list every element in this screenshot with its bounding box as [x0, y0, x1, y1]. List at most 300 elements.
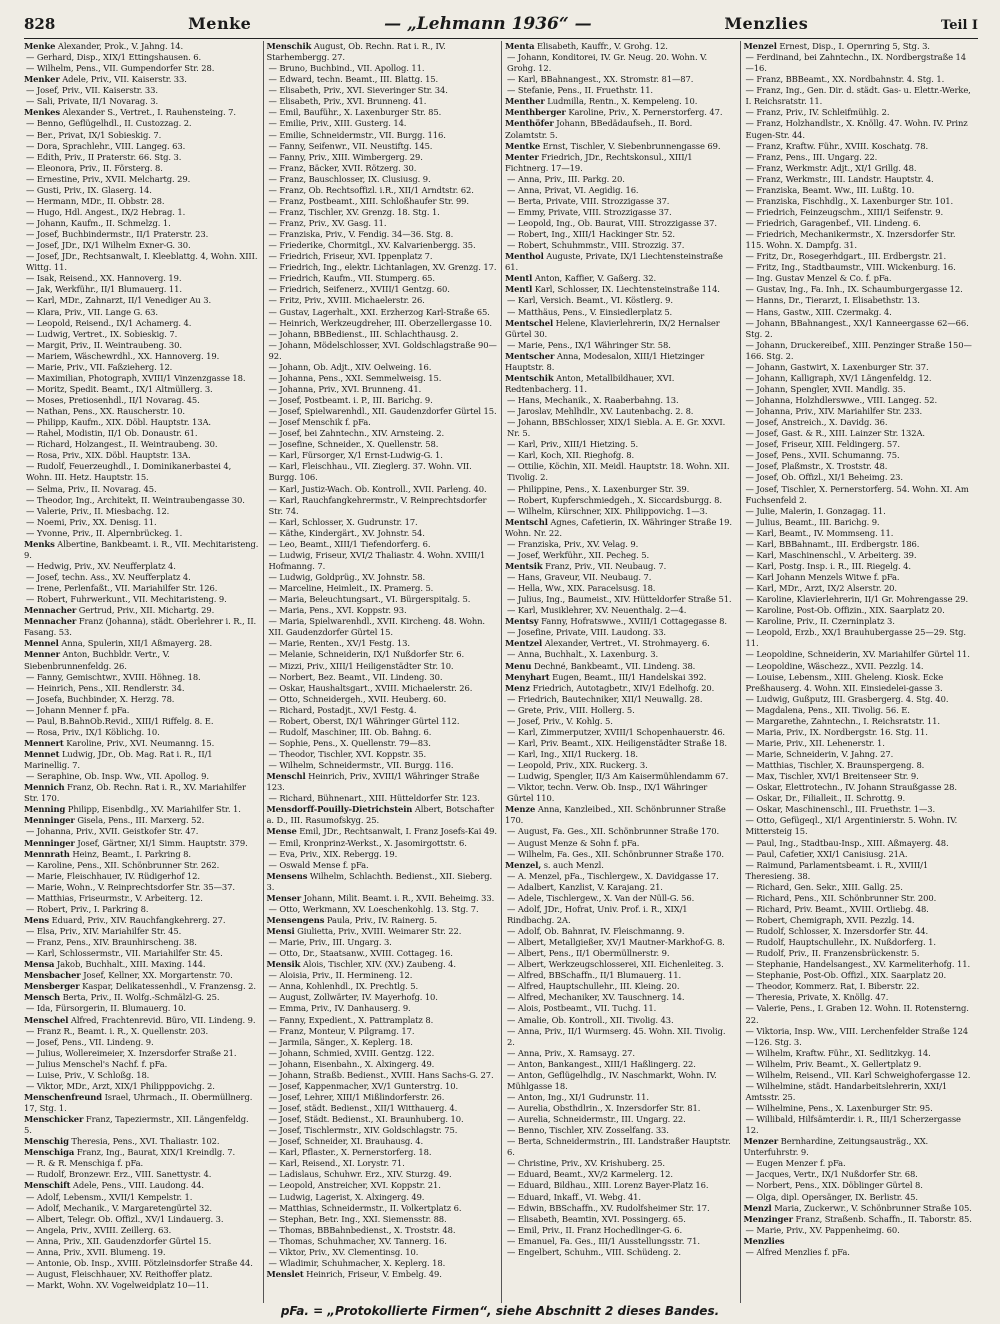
directory-entry	[505, 970, 736, 981]
entry-surname: Menschik	[266, 41, 312, 51]
directory-entry	[505, 1026, 736, 1048]
directory-entry	[505, 1125, 736, 1136]
directory-entry	[24, 351, 259, 362]
entry-text: — Marie, Priv., III. Ungarg. 3.	[268, 937, 392, 948]
directory-entry	[267, 1026, 498, 1037]
directory-entry	[24, 882, 259, 893]
entry-text: — Max, Tischler, XVI/1 Breitenseer Str. 9.	[745, 771, 919, 782]
directory-entry	[24, 981, 259, 992]
directory-entry	[24, 41, 259, 52]
entry-surname: Mens	[24, 914, 50, 925]
entry-text: — Elisabeth, Priv., XVI. Sieveringer Str. 34.	[268, 85, 448, 96]
entry-text: Josef, Gärtner, XI/1 Simm. Hauptstr. 379.	[77, 837, 248, 848]
entry-surname: Menta	[505, 41, 535, 51]
directory-entry	[24, 373, 259, 384]
entry-text: — Franz, Werkmstr., III. Landstr. Hauptstr. 4.	[745, 173, 934, 184]
entry-surname: Menschl	[266, 771, 306, 782]
entry-text: — Friedrich, Feinzeugschm., XIII/1 Seifenstr. 9.	[745, 206, 944, 217]
directory-entry	[267, 107, 498, 118]
directory-entry	[267, 528, 498, 539]
directory-entry	[744, 395, 975, 406]
entry-text: Kaspar, Delikatessenhdl., V. Franzensg. 2.	[82, 981, 256, 992]
entry-text: — Hans, Mechanik., X. Raaberbahng. 13.	[507, 395, 679, 405]
header-part: Teil I	[941, 18, 978, 33]
directory-entry	[505, 461, 736, 483]
entry-text: — Nathan, Pens., XX. Rauscherstr. 10.	[26, 406, 185, 417]
entry-text: — Leopold, Priv., XIX. Ruckerg. 3.	[507, 760, 648, 771]
directory-entry	[505, 860, 736, 871]
directory-entry	[24, 672, 259, 683]
entry-text: — Johann, Eisenbahn., X. Alxingerg. 49.	[268, 1058, 435, 1069]
directory-entry	[267, 1214, 498, 1225]
entry-surname: Menschift	[24, 1180, 71, 1191]
directory-entry	[744, 1180, 975, 1191]
entry-text: — Rudolf, Feuerzeughdl., I. Dominikanerbastei 4, Wohn. III. Hetz. Hauptstr. 15.	[26, 461, 232, 483]
directory-entry	[744, 605, 975, 616]
directory-entry	[24, 384, 259, 395]
directory-entry	[744, 970, 975, 981]
entry-text: — Franz, Bauschlosser, IX. Clusiusg. 9.	[268, 173, 431, 184]
directory-entry	[24, 74, 259, 85]
entry-text: — Josef, Lehrer, XIII/1 Mißlindorferstr. 26.	[268, 1091, 445, 1102]
directory-entry	[744, 185, 975, 196]
entry-text: — Adolf, Lebensm., XVII/1 Kempelstr. 1.	[26, 1191, 193, 1202]
entry-text: — Johanna, Pens., XXI. Semmelweisg. 15.	[268, 372, 442, 383]
directory-entry	[24, 1236, 259, 1247]
entry-text: — Hella, Ww., XIX. Paracelsusg. 18.	[507, 583, 656, 594]
entry-text: — Viktoria, Insp. Ww., VIII. Lerchenfelder Straße 124—126. Stg. 3.	[745, 1025, 969, 1047]
directory-entry	[267, 849, 498, 860]
entry-text: Philipp, Eisenbdlg., XV. Mariahilfer Str. 1.	[67, 804, 241, 815]
directory-entry	[505, 196, 736, 207]
entry-text: Paula, Priv., IV. Rainerg. 5.	[326, 914, 438, 925]
directory-entry	[505, 649, 736, 660]
directory-entry	[267, 727, 498, 738]
directory-entry	[744, 893, 975, 904]
directory-entry	[744, 1214, 975, 1225]
directory-entry	[505, 1003, 736, 1014]
directory-entry	[24, 229, 259, 240]
entry-text: — Franziska, Priv., V. Fendig. 34—36. Stg. 8.	[268, 229, 454, 240]
directory-entry	[744, 1081, 975, 1103]
directory-entry	[505, 1192, 736, 1203]
entry-text: — Franz, Kraftw. Führ., XVIII. Koschatg. 78.	[745, 140, 929, 151]
entry-text: Albertine, Bankbeamt. i. R., VII. Mechitaristeng. 9.	[24, 538, 259, 560]
directory-entry	[24, 694, 259, 705]
entry-text: Alexander, Prok., V. Jahng. 14.	[57, 41, 184, 51]
directory-entry	[267, 1048, 498, 1059]
directory-entry	[505, 1247, 736, 1258]
directory-entry	[267, 130, 498, 141]
entry-text: — Josef, Tischlermstr., XIV. Goldschlagstr. 75.	[268, 1125, 458, 1136]
directory-entry	[24, 185, 259, 196]
entry-text: — Wilhelm, Kürschner, XIX. Philippovichg. 1—3.	[507, 505, 708, 516]
entry-text: — Eduard, Inkaff., VI. Webg. 41.	[507, 1191, 641, 1202]
entry-text: — Fanny, Seifenwr., VII. Neustiftg. 145.	[268, 140, 433, 151]
entry-text: — Rudolf, Maschiner, III. Ob. Bahng. 6.	[268, 726, 432, 737]
entry-text: — R. & R. Menschiga f. pFa.	[26, 1158, 144, 1169]
entry-text: — Eugen Menzer f. pFa.	[745, 1158, 846, 1169]
directory-entry	[505, 295, 736, 306]
directory-entry	[24, 196, 259, 207]
entry-text: — Maria, Beleuchtungsart., VI. Bürgerspitalg. 5.	[268, 594, 471, 605]
directory-entry	[24, 1169, 259, 1180]
entry-text: Agnes, Cafetierin, IX. Währinger Straße 19. Wohn. Nr. 22.	[505, 516, 732, 538]
directory-entry	[505, 373, 736, 395]
directory-entry	[505, 417, 736, 439]
directory-entry	[24, 1136, 259, 1147]
directory-entry	[744, 340, 975, 362]
directory-entry	[744, 406, 975, 417]
directory-entry	[505, 351, 736, 373]
entry-text: — Johanna, Holzhdlerswwe., VIII. Langeg. 52.	[745, 395, 938, 405]
entry-text: — Johann, BBSchlosser, XIX/1 Siebla. A. E. Gr. XXVI. Nr. 5.	[507, 417, 726, 439]
directory-entry	[267, 661, 498, 672]
entry-text: — Johann, Konditorei, IV. Gr. Neug. 20. Wohn. V. Grohg. 12.	[507, 52, 708, 74]
directory-entry	[505, 838, 736, 849]
entry-text: — Hugo, Hdl. Angest., IX/2 Hebrag. 1.	[26, 206, 186, 217]
entry-surname: Mentl	[505, 273, 533, 284]
entry-text: — Jak, Werkführ., II/1 Blumauerg. 11.	[26, 284, 182, 295]
directory-entry	[267, 273, 498, 284]
entry-text: — Josef Menschik f. pFa.	[268, 417, 371, 428]
directory-entry	[24, 240, 259, 251]
directory-entry	[505, 694, 736, 705]
directory-entry	[744, 782, 975, 793]
entry-surname: Menther	[505, 96, 545, 107]
entry-surname: Mensa	[24, 959, 55, 970]
entry-text: — Mariem, Wäschewrdhl., XX. Hannoverg. 19.	[26, 350, 220, 361]
entry-surname: Mensch	[24, 992, 60, 1003]
directory-entry	[24, 959, 259, 970]
entry-text: — Emilie, Schneidermstr., VII. Burgg. 116.	[268, 129, 446, 140]
directory-entry	[744, 583, 975, 594]
directory-entry	[267, 594, 498, 605]
entry-text: — Josef, Priv., VII. Kaiserstr. 33.	[26, 85, 158, 96]
entry-text: — Theodor, Ing., Architekt, II. Weintraubengasse 30.	[26, 494, 245, 505]
directory-entry	[744, 1003, 975, 1025]
directory-entry	[505, 771, 736, 782]
entry-text: — A. Menzel, pFa., Tischlergew., X. Davidgasse 17.	[507, 870, 719, 881]
directory-entry	[505, 849, 736, 860]
entry-text: — Johanna, Priv., XVI. Brunneng. 41.	[268, 383, 422, 394]
entry-text: — Anton, Geflügelhdlg., IV. Naschmarkt, Wohn. IV. Mühlgasse 18.	[507, 1069, 717, 1091]
directory-entry	[267, 716, 498, 727]
entry-text: — Josefine, Schneider., X. Quellenstr. 58.	[268, 439, 439, 450]
directory-entry	[24, 926, 259, 937]
entry-text: — Marie, Wohn., V. Reinprechtsdorfer Str. 35—37.	[26, 881, 235, 892]
column-4	[740, 41, 979, 1303]
directory-entry	[267, 1236, 498, 1247]
entry-surname: Mensdorff-Pouilly-Dietrichstein	[266, 804, 413, 815]
directory-entry	[744, 926, 975, 937]
directory-entry	[505, 871, 736, 882]
entry-text: — Edith, Priv., II Praterstr. 66. Stg. 3.	[26, 151, 182, 162]
directory-entry	[744, 727, 975, 738]
entry-text: — Richard, Priv. Beamt., XVIII. Ortliebg. 48.	[745, 903, 929, 914]
directory-entry	[744, 1114, 975, 1136]
directory-entry	[505, 1114, 736, 1125]
directory-entry	[267, 118, 498, 129]
entry-text: Dechné, Bankbeamt., VII. Lindeng. 38.	[533, 660, 696, 671]
directory-entry	[267, 295, 498, 306]
directory-entry	[24, 1203, 259, 1214]
directory-entry	[744, 771, 975, 782]
directory-entry	[267, 738, 498, 749]
directory-entry	[505, 583, 736, 594]
directory-entry	[24, 970, 259, 981]
entry-text: — Franz, Bäcker, XVII. Rötzerg. 30.	[268, 162, 417, 173]
directory-entry	[267, 970, 498, 981]
entry-text: — Franz, Holzhandlstr., X. Knöllg. 47. Wohn. IV. Prinz Eugen-Str. 44.	[745, 118, 968, 140]
entry-text: — Theresia, Private, X. Knöllg. 47.	[745, 992, 889, 1003]
directory-entry	[267, 1158, 498, 1169]
directory-entry	[267, 152, 498, 163]
entry-text: — Richard, Bühnenart., XIII. Hütteldorfer Str. 123.	[268, 793, 480, 804]
entry-text: — Gusti, Priv., IX. Glaserg. 14.	[26, 184, 152, 195]
directory-entry	[505, 484, 736, 495]
entry-surname: Menks	[24, 538, 55, 549]
directory-entry	[267, 1247, 498, 1258]
entry-surname: Menzel,	[505, 859, 542, 870]
directory-entry	[505, 439, 736, 450]
directory-entry	[267, 583, 498, 594]
directory-entry	[744, 749, 975, 760]
entry-surname: Mensi	[266, 926, 295, 936]
entry-text: — Heinrich, Werkzeugdreher, III. Oberzellergasse 10.	[268, 317, 492, 328]
entry-text: — Stefanie, Pens., II. Fruethstr. 11.	[507, 85, 653, 96]
entry-text: — Magdalena, Pens., XII. Tivolig. 56. E.	[745, 704, 910, 715]
directory-entry	[505, 616, 736, 627]
entry-surname: Mentsik	[505, 560, 543, 571]
entry-text: — Valerie, Priv., II. Miesbachg. 12.	[26, 505, 170, 516]
directory-entry	[505, 1092, 736, 1103]
entry-surname: Mentschik	[505, 372, 554, 383]
entry-text: Anton, Buchbldr. Vertr., V. Siebenbrunnenfeldg. 26.	[24, 649, 170, 671]
directory-entry	[744, 672, 975, 694]
directory-entry	[505, 174, 736, 185]
entry-text: — Willibald, Hilfsämterdir. i. R., III/1 Scherzergasse 12.	[745, 1114, 961, 1136]
entry-text: — Julius, Ing., Baumeist., XIV. Hütteldorfer Straße 51.	[507, 594, 732, 605]
directory-entry	[24, 517, 259, 528]
entry-text: — Franz, Monteur, V. Pilgramg. 17.	[268, 1025, 415, 1036]
directory-entry	[744, 948, 975, 959]
directory-entry	[24, 1081, 259, 1092]
directory-entry	[267, 406, 498, 417]
directory-entry	[267, 760, 498, 771]
directory-entry	[267, 926, 498, 937]
directory-entry	[744, 594, 975, 605]
entry-text: — Johann Menner f. pFa.	[26, 704, 130, 715]
entry-text: — Benno, Geflügelhdl., II. Custozzag. 2.	[26, 118, 192, 129]
entry-text: — August, Fa. Ges., XII. Schönbrunner Straße 170.	[507, 826, 720, 837]
entry-surname: Mensengens	[266, 914, 325, 925]
directory-entry	[24, 295, 259, 306]
entry-text: — Margarethe, Zahntechn., I. Reichsratstr. 11.	[745, 715, 940, 726]
directory-entry	[267, 96, 498, 107]
entry-text: Emil, JDr., Rechtsanwalt, I. Franz Josefs-Kai 49.	[299, 826, 497, 837]
entry-text: — Robert, Chemigraph, XVII. Pezzlg. 14.	[745, 914, 915, 925]
entry-text: Alois, Tischler, XIV. (XV.) Zaubeng. 4.	[302, 959, 456, 970]
entry-text: — Marie, Pens., IX/1 Währinger Str. 58.	[507, 339, 671, 350]
directory-entry	[505, 605, 736, 616]
directory-entry	[24, 1003, 259, 1014]
entry-text: — Gustav, Ing., Fa. Inh., IX. Schaumburgergasse 12.	[745, 284, 963, 295]
directory-entry	[24, 130, 259, 141]
entry-text: — Grete, Priv., VIII. Hollerg. 5.	[507, 704, 635, 715]
directory-entry	[24, 1070, 259, 1081]
directory-entry	[24, 1059, 259, 1070]
directory-entry	[744, 163, 975, 174]
directory-entry	[267, 417, 498, 428]
entry-text: — Anna, Privat, VI. Aegidig. 16.	[507, 184, 639, 195]
directory-entry	[24, 782, 259, 804]
entry-text: — Johann, BBBedienst., III. Schlachthausg. 2.	[268, 328, 459, 339]
directory-entry	[267, 638, 498, 649]
directory-entry	[267, 373, 498, 384]
entry-text: Gisela, Pens., III. Marxerg. 52.	[77, 815, 205, 826]
entry-text: — Marie, Renten., XV/1 Festg. 13.	[268, 638, 410, 649]
directory-entry	[267, 362, 498, 373]
directory-entry	[267, 1136, 498, 1147]
directory-entry	[744, 461, 975, 472]
entry-text: — Johann, Schmied, XVIII. Gentzg. 122.	[268, 1047, 435, 1058]
entry-text: — Karl, Maschinenschl., V. Arbeiterg. 39.	[745, 549, 917, 560]
entry-text: Josef, Kellner, XX. Morgartenstr. 70.	[83, 970, 233, 981]
entry-text: — Johann, Kaufm., II. Schmelzg. 1.	[26, 218, 171, 228]
entry-text: — Karl, Fleischhau., VII. Zieglerg. 37. Wohn. VII. Burgg. 106.	[268, 461, 472, 483]
directory-entry	[267, 1003, 498, 1014]
entry-text: — Albert, Werkzeugschlosserei, XII. Eichenleiteg. 3.	[507, 959, 724, 970]
entry-text: — Wilhelm, Priv. Beamt., X. Gellertplatz 9.	[745, 1058, 922, 1069]
entry-text: — Adolf, Mechanik., V. Margaretengürtel 32.	[26, 1202, 212, 1213]
entry-text: Anton, Metallbildhauer, XVI. Redtenbacherg. 11.	[505, 372, 675, 394]
entry-text: — Friedrich, Seifenerz., XVIII/1 Gentzg. 60.	[268, 284, 450, 295]
entry-text: Johann, BBedädaufseh., II. Bord. Zolamtstr. 5.	[505, 118, 693, 140]
directory-entry	[744, 506, 975, 517]
entry-text: — Albert, Pens., II/1 Obermüllnerstr. 9.	[507, 948, 670, 959]
directory-entry	[744, 738, 975, 749]
directory-entry	[24, 484, 259, 495]
directory-entry	[24, 804, 259, 815]
directory-entry	[505, 118, 736, 140]
directory-entry	[505, 1214, 736, 1225]
entry-text: — Angela, Priv., XVIII. Zeillerg. 63.	[26, 1224, 172, 1235]
entry-text: — Wilhelm, Schneidermstr., VII. Burgg. 116.	[268, 760, 454, 771]
directory-entry	[505, 251, 736, 273]
entry-text: — Heinrich, Pens., XII. Rendlerstr. 34.	[26, 682, 185, 693]
entry-text: Albert, Botschafter a. D., III. Rasumofskyg. 25.	[266, 804, 495, 826]
directory-entry	[267, 1225, 498, 1236]
directory-entry	[267, 262, 498, 273]
directory-entry	[24, 417, 259, 428]
entry-text: — Anna, Priv., XII. Gaudenzdorfer Gürtel 15.	[26, 1235, 212, 1246]
directory-entry	[24, 605, 259, 616]
entry-text: — Eleonora, Priv., II. Försterg. 8.	[26, 162, 163, 173]
directory-entry	[744, 959, 975, 970]
entry-text: — Josef, Tischler, X. Pernerstorferg. 54. Wohn. XI. Am Fuchsenfeld 2.	[745, 483, 969, 505]
entry-text: Maria, Zuckerwr., V. Schönbrunner Straße 105.	[774, 1202, 972, 1213]
entry-text: — Adolf, Ob. Bahnrat, IV. Fleischmanng. 9.	[507, 926, 685, 936]
entry-text: Franz, Straßenb. Schaffn., II. Taborstr. 85.	[795, 1213, 972, 1224]
entry-text: — Josef, Anstreich., X. Davidg. 36.	[745, 417, 888, 428]
entry-text: — Ludwig, Vertret., IX. Sobieskig. 7.	[26, 328, 178, 339]
directory-entry	[744, 273, 975, 284]
directory-entry	[744, 992, 975, 1003]
directory-entry	[744, 85, 975, 107]
directory-entry	[24, 1037, 259, 1048]
directory-entry	[744, 815, 975, 837]
directory-entry	[505, 318, 736, 340]
directory-entry	[744, 295, 975, 306]
directory-entry	[267, 495, 498, 517]
directory-entry	[267, 937, 498, 948]
entry-text: — Karl, Versich. Beamt., VI. Köstlerg. 9.	[507, 295, 673, 306]
directory-entry	[267, 1092, 498, 1103]
entry-text: — Rudolf, Schlosser, X. Inzersdorfer Str. 44.	[745, 926, 929, 936]
entry-surname: Mennich	[24, 782, 65, 793]
entry-text: — Ferdinand, bei Zahntechn., IX. Nordbergstraße 14—16.	[745, 52, 966, 74]
directory-entry	[24, 716, 259, 727]
entry-text: Ernst, Tischler, V. Siebenbrunnengasse 69.	[542, 140, 721, 151]
directory-entry	[744, 572, 975, 583]
directory-entry	[267, 450, 498, 461]
entry-surname: Mennet	[24, 749, 60, 759]
directory-entry	[744, 229, 975, 251]
entry-text: — Karl, Priv. Beamt., XIX. Heiligenstädter Straße 18.	[507, 737, 727, 748]
entry-text: — Elisabeth, Priv., XVI. Brunneng. 41.	[268, 96, 427, 107]
entry-text: — Alfred, Hauptschullehr., III. Kleing. 20.	[507, 981, 680, 992]
directory-entry	[744, 760, 975, 771]
directory-entry	[24, 141, 259, 152]
entry-text: — Yvonne, Priv., II. Alpernbrückeg. 1.	[26, 527, 183, 538]
entry-text: Wilhelm, Schlachth. Bedienst., XII. Sieberg. 3.	[266, 870, 493, 892]
entry-text: — Friedrich, Friseur, XVI. Ippenplatz 7.	[268, 251, 433, 262]
entry-text: — Johann, BBahnangest., XX/1 Kanneergasse 62—66. Stg. 2.	[745, 317, 969, 339]
entry-surname: Mensbacher	[24, 970, 81, 981]
directory-entry	[267, 1037, 498, 1048]
entry-text: — Emil, Kronprinz-Werkst., X. Jasomirgottstr. 6.	[268, 837, 467, 848]
entry-text: — Wilhelm, Fa. Ges., XII. Schönbrunner Straße 170.	[507, 848, 724, 859]
entry-text: Karoline, Priv., X. Pernerstorferg. 47.	[568, 107, 723, 118]
directory-entry	[24, 904, 259, 915]
entry-text: — Robert, Priv., I. Parkring 8.	[26, 903, 149, 914]
entry-text: — Norbert, Bez. Beamt., VII. Lindeng. 30.	[268, 671, 443, 682]
directory-entry	[505, 85, 736, 96]
entry-text: — Wilhelmine, städt. Handarbeitslehrerin, XXI/1 Amtsstr. 25.	[745, 1080, 948, 1102]
entry-text: — Josef, JDr., IX/1 Wilhelm Exner-G. 30.	[26, 240, 191, 251]
directory-entry	[744, 373, 975, 384]
directory-entry	[505, 672, 736, 683]
entry-text: — Fritz, Dr., Rosegerhdgart., III. Erdbergstr. 21.	[745, 251, 947, 262]
directory-entry	[505, 981, 736, 992]
directory-entry	[267, 1070, 498, 1081]
entry-text: — Paul, B.BahnOb.Revid., XIII/1 Riffelg. 8. E.	[26, 715, 214, 726]
entry-text: — Antonie, Ob. Insp., XVIII. Pötzleinsdorfer Straße 44.	[26, 1257, 253, 1268]
entry-text: — Karl, Koch, XII. Rieghofg. 8.	[507, 450, 635, 461]
entry-text: — Josef, Schneider, XI. Brauhausg. 4.	[268, 1136, 424, 1147]
entry-text: — Jaroslav, Mehlhdlr., XV. Lautenbachg. 2. 8.	[507, 406, 694, 417]
directory-entry	[744, 661, 975, 672]
directory-entry	[24, 1225, 259, 1236]
entry-text: Franz, Ob. Rechn. Rat i. R., XV. Mariahilfer Str. 170.	[24, 782, 246, 804]
directory-entry	[505, 1070, 736, 1092]
directory-entry	[505, 893, 736, 904]
directory-entry	[744, 694, 975, 705]
directory-entry	[505, 738, 736, 749]
directory-entry	[505, 627, 736, 638]
entry-text: — Eva, Priv., XIX. Rebergg. 19.	[268, 848, 398, 859]
